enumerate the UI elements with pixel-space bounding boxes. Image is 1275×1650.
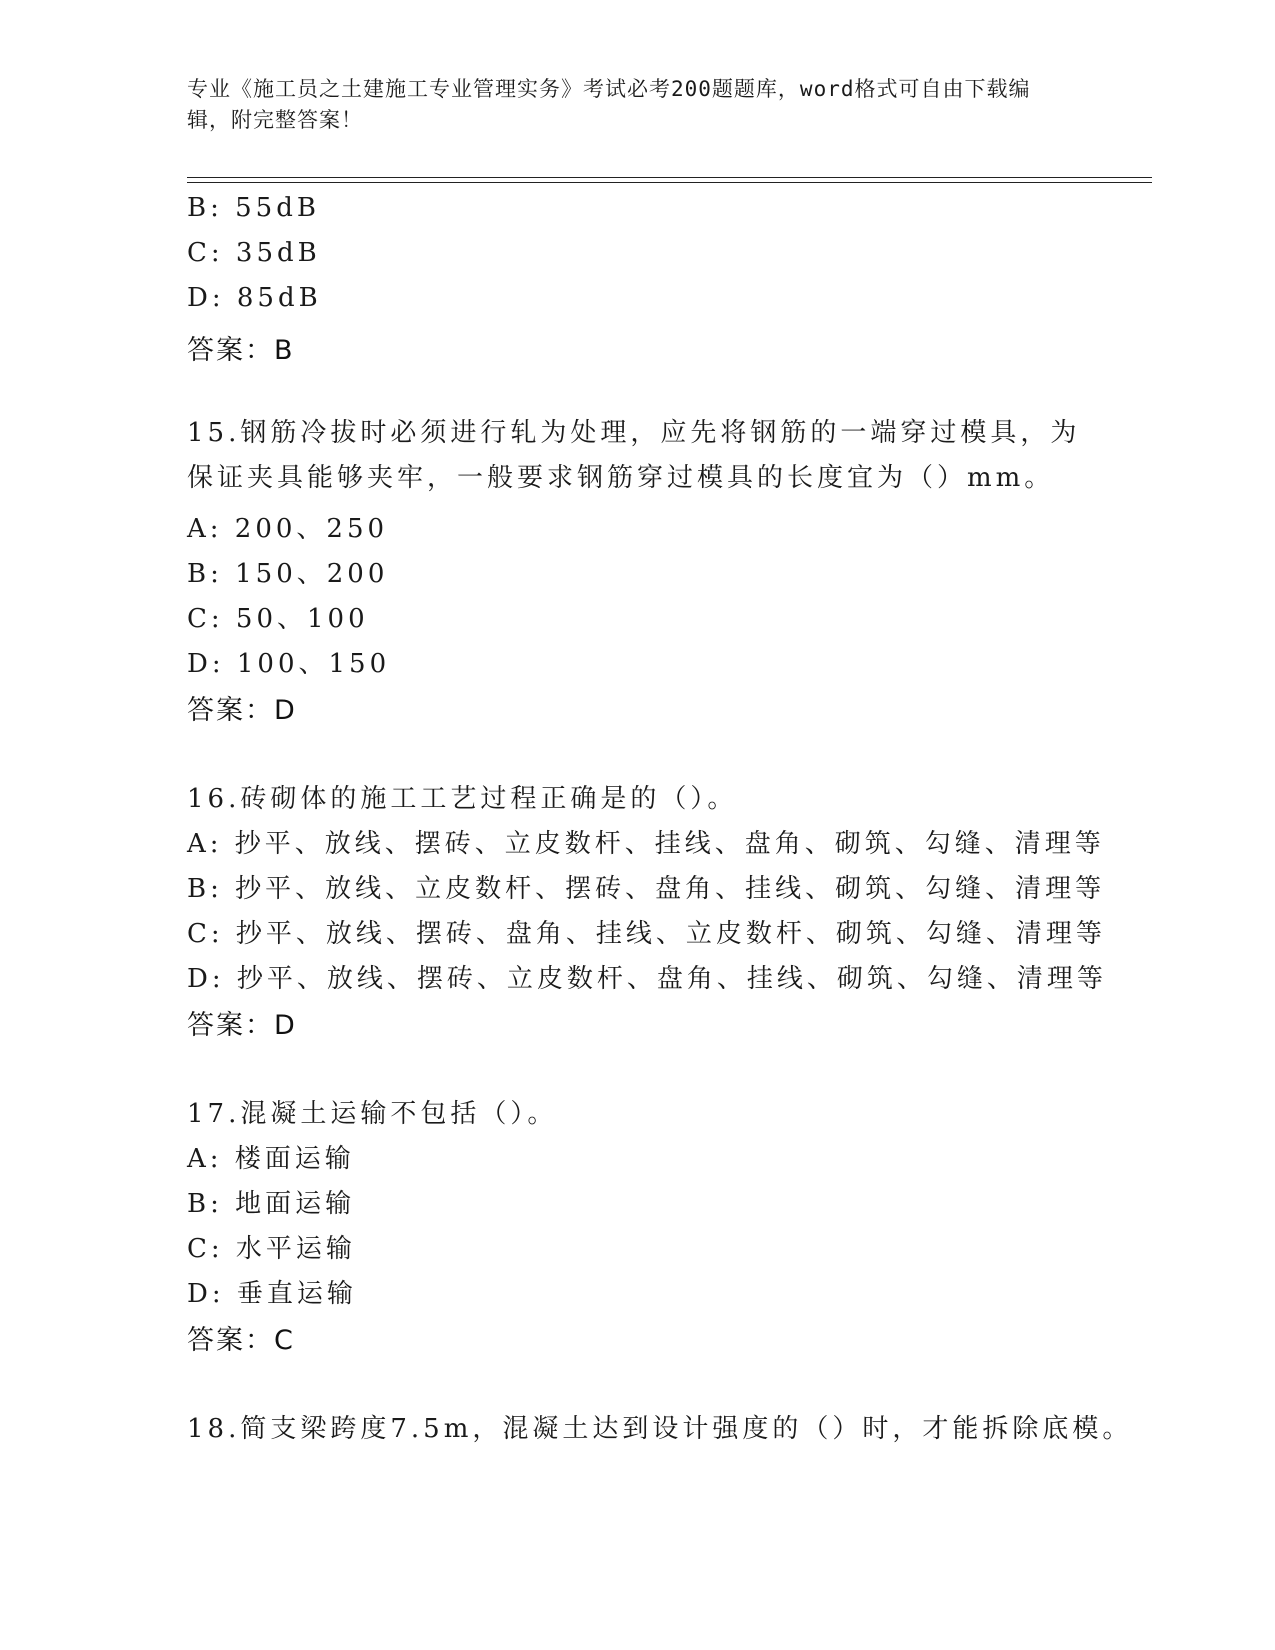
option-d: D: 抄平、放线、摆砖、立皮数杆、盘角、挂线、砌筑、勾缝、清理等	[187, 964, 1107, 994]
option-a: A: 抄平、放线、摆砖、立皮数杆、挂线、盘角、砌筑、勾缝、清理等	[187, 829, 1105, 859]
option-c: C: 水平运输	[187, 1234, 356, 1264]
question-stem: 15.钢筋冷拔时必须进行轧为处理，应先将钢筋的一端穿过模具，为保证夹具能够夹牢，一般要求钢筋穿过模具的长度宜为（）mm。	[187, 418, 1081, 493]
document-header: 专业《施工员之土建施工专业管理实务》考试必考200题题库，word格式可自由下载编辑，附完整答案！	[187, 77, 1031, 132]
question-stem: 18.简支梁跨度7.5m，混凝土达到设计强度的（）时，才能拆除底模。	[187, 1414, 1133, 1444]
answer: 答案：D	[187, 1010, 297, 1041]
answer: 答案：C	[187, 1325, 295, 1356]
option-a: A: 楼面运输	[187, 1144, 355, 1174]
option-a: A: 200、250	[187, 514, 389, 544]
header-rule-top	[187, 177, 1152, 178]
answer: 答案：B	[187, 335, 295, 366]
header-rule-bottom	[187, 182, 1152, 183]
option-b: B: 150、200	[187, 559, 389, 589]
question-stem: 16.砖砌体的施工工艺过程正确是的（）。	[187, 784, 738, 814]
option-d: D: 85dB	[187, 283, 322, 313]
option-c: C: 35dB	[187, 238, 321, 268]
option-d: D: 100、150	[187, 649, 391, 679]
option-b: B: 55dB	[187, 193, 320, 223]
option-b: B: 地面运输	[187, 1189, 356, 1219]
option-d: D: 垂直运输	[187, 1279, 357, 1309]
question-stem: 17.混凝土运输不包括（）。	[187, 1099, 558, 1129]
answer: 答案：D	[187, 695, 297, 726]
option-c: C: 抄平、放线、摆砖、盘角、挂线、立皮数杆、砌筑、勾缝、清理等	[187, 919, 1106, 949]
option-c: C: 50、100	[187, 604, 369, 634]
option-b: B: 抄平、放线、立皮数杆、摆砖、盘角、挂线、砌筑、勾缝、清理等	[187, 874, 1106, 904]
